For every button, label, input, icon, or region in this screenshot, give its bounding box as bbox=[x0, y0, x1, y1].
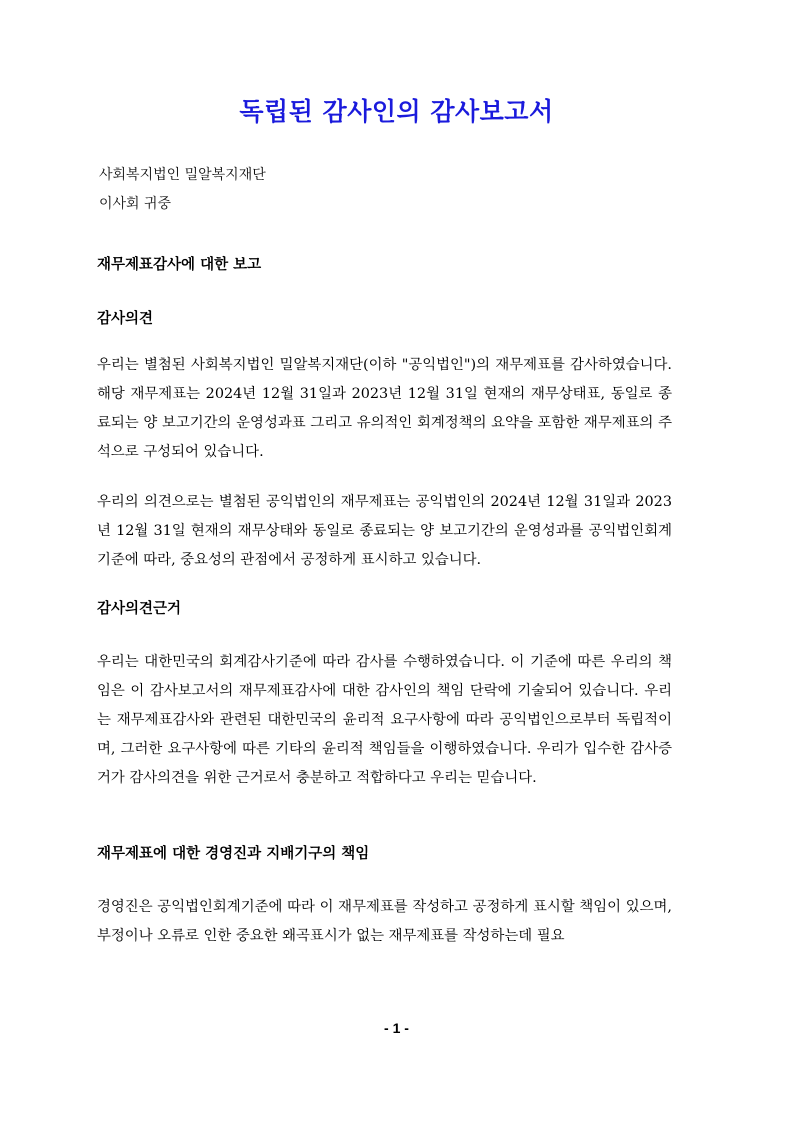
paragraph-opinion-1: 우리는 별첨된 사회복지법인 밀알복지재단(이하 "공익법인")의 재무제표를 감사하였습니다. 해당 재무제표는 2024년 12월 31일과 2023년 12월 31일 현재의 재무상태표, 동일로 종료되는 양 보고기간의 운영성과표 그리고 유의적인 회계정책의 요약을 포함한 재무제표의 주석으로 구성되어 있습니다. bbox=[97, 357, 672, 460]
addressee-board: 이사회 귀중 bbox=[99, 196, 172, 212]
page-number: - 1 - bbox=[384, 1020, 409, 1036]
section-heading-opinion: 감사의견 bbox=[97, 311, 154, 327]
section-heading-report: 재무제표감사에 대한 보고 bbox=[97, 257, 262, 273]
addressee-organization: 사회복지법인 밀알복지재단 bbox=[99, 167, 266, 183]
paragraph-opinion-2: 우리의 의견으로는 별첨된 공익법인의 재무제표는 공익법인의 2024년 12월 31일과 2023년 12월 31일 현재의 재무상태와 동일로 종료되는 양 보고기간의 운영성과를 공익법인회계기준에 따라, 중요성의 관점에서 공정하게 표시하고 있습니다. bbox=[97, 494, 672, 568]
paragraph-basis: 우리는 대한민국의 회계감사기준에 따라 감사를 수행하였습니다. 이 기준에 따른 우리의 책임은 이 감사보고서의 재무제표감사에 대한 감사인의 책임 단락에 기술되어 있습니다. 우리는 재무제표감사와 관련된 대한민국의 윤리적 요구사항에 따라 공익법인으로부터 독립적이며, 그러한 요구사항에 따른 기타의 윤리적 책임들을 이행하였습니다. 우리가 입수한 감사증거가 감사의견을 위한 근거로서 충분하고 적합하다고 우리는 믿습니다. bbox=[97, 654, 672, 786]
section-heading-basis: 감사의견근거 bbox=[97, 601, 182, 617]
section-heading-responsibility: 재무제표에 대한 경영진과 지배기구의 책임 bbox=[97, 846, 370, 862]
paragraph-responsibility: 경영진은 공익법인회계기준에 따라 이 재무제표를 작성하고 공정하게 표시할 책임이 있으며, 부정이나 오류로 인한 중요한 왜곡표시가 없는 재무제표를 작성하는데 필요 bbox=[97, 899, 672, 944]
report-title: 독립된 감사인의 감사보고서 bbox=[239, 97, 554, 126]
